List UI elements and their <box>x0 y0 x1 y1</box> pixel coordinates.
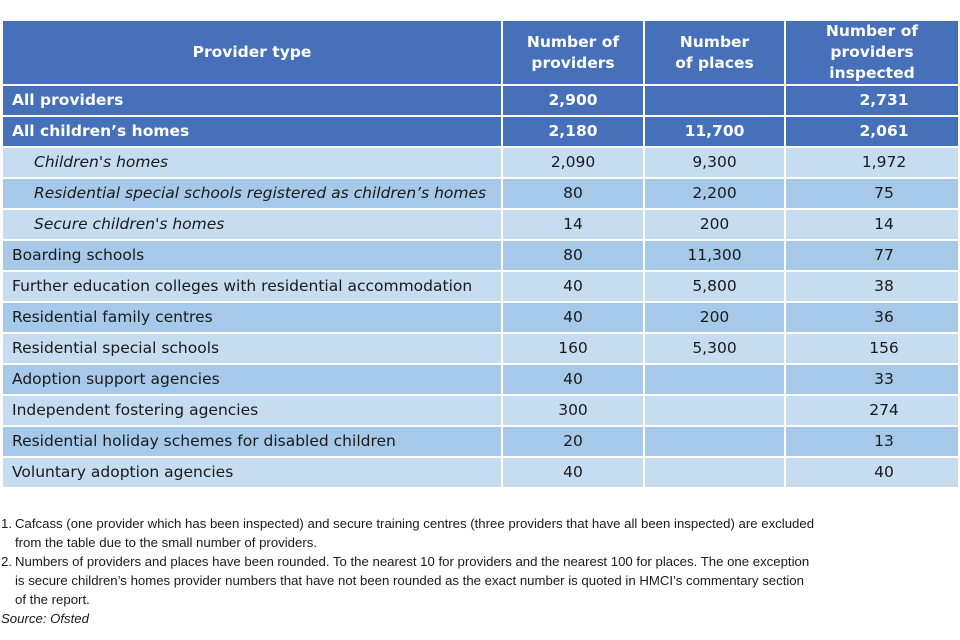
footnote-1 <box>1 514 951 552</box>
number-of-places-cell: 5,300 <box>644 333 785 364</box>
table-row <box>2 333 959 364</box>
number-of-providers-cell: 80 <box>502 240 644 271</box>
provider-type-cell: Secure children's homes <box>2 209 502 240</box>
provider-type-cell: Residential holiday schemes for disabled children <box>2 426 502 457</box>
number-of-providers-cell: 2,180 <box>502 116 644 147</box>
providers-inspected-cell: 33 <box>785 364 959 395</box>
provider-type-cell: Children's homes <box>2 147 502 178</box>
number-of-providers-cell: 2,090 <box>502 147 644 178</box>
number-of-providers-cell: 40 <box>502 364 644 395</box>
number-of-providers-cell: 14 <box>502 209 644 240</box>
table-row <box>2 116 959 147</box>
providers-inspected-cell: 38 <box>785 271 959 302</box>
footnote-text: Cafcass (one provider which has been inspected) and secure training centres (three providers that have all been inspected) are excluded from the table due to the small number of providers. <box>15 516 815 550</box>
footnote-2 <box>1 552 951 609</box>
providers-inspected-cell: 1,972 <box>785 147 959 178</box>
table-row <box>2 457 959 488</box>
number-of-providers-cell: 80 <box>502 178 644 209</box>
provider-type-cell: Adoption support agencies <box>2 364 502 395</box>
table-row <box>2 364 959 395</box>
footnotes <box>1 514 951 628</box>
footnote-text: Numbers of providers and places have been rounded. To the nearest 10 for providers and the nearest 100 for places. The one exception is secure children’s homes provider numbers that have not been rounded as the exact number is quoted in HMCI’s commentary section of the report. <box>15 554 810 607</box>
table-row <box>2 271 959 302</box>
providers-inspected-cell: 14 <box>785 209 959 240</box>
table-row <box>2 147 959 178</box>
table-row <box>2 209 959 240</box>
number-of-providers-cell: 20 <box>502 426 644 457</box>
provider-type-cell: Residential family centres <box>2 302 502 333</box>
providers-inspected-cell: 274 <box>785 395 959 426</box>
providers-inspected-cell: 36 <box>785 302 959 333</box>
table-row <box>2 395 959 426</box>
number-of-places-cell: 200 <box>644 302 785 333</box>
header-providers-inspected: Number of providers inspected <box>785 20 959 85</box>
header-provider-type: Provider type <box>2 20 502 85</box>
table-row <box>2 240 959 271</box>
provider-type-cell: Independent fostering agencies <box>2 395 502 426</box>
number-of-providers-cell: 300 <box>502 395 644 426</box>
number-of-providers-cell: 2,900 <box>502 85 644 116</box>
providers-inspected-cell: 40 <box>785 457 959 488</box>
number-of-providers-cell: 160 <box>502 333 644 364</box>
table-header <box>2 20 959 85</box>
table-row <box>2 85 959 116</box>
number-of-places-cell: 9,300 <box>644 147 785 178</box>
number-of-places-cell: 2,200 <box>644 178 785 209</box>
provider-type-cell: Residential special schools <box>2 333 502 364</box>
number-of-places-cell <box>644 85 785 116</box>
number-of-providers-cell: 40 <box>502 271 644 302</box>
table-row <box>2 302 959 333</box>
header-number-of-providers: Number of providers <box>502 20 644 85</box>
table-row <box>2 178 959 209</box>
provider-type-cell: Voluntary adoption agencies <box>2 457 502 488</box>
table-body <box>2 85 959 488</box>
providers-inspected-cell: 2,731 <box>785 85 959 116</box>
number-of-providers-cell: 40 <box>502 457 644 488</box>
providers-inspected-cell: 2,061 <box>785 116 959 147</box>
footnote-index: 2. <box>1 554 12 569</box>
number-of-places-cell <box>644 395 785 426</box>
footnote-index: 1. <box>1 516 12 531</box>
number-of-places-cell <box>644 426 785 457</box>
provider-type-cell: All children’s homes <box>2 116 502 147</box>
number-of-places-cell: 200 <box>644 209 785 240</box>
providers-inspected-cell: 77 <box>785 240 959 271</box>
number-of-providers-cell: 40 <box>502 302 644 333</box>
number-of-places-cell <box>644 457 785 488</box>
number-of-places-cell: 11,300 <box>644 240 785 271</box>
number-of-places-cell: 11,700 <box>644 116 785 147</box>
number-of-places-cell: 5,800 <box>644 271 785 302</box>
providers-table <box>1 19 960 489</box>
header-number-of-places: Number of places <box>644 20 785 85</box>
providers-inspected-cell: 75 <box>785 178 959 209</box>
provider-type-cell: Further education colleges with residential accommodation <box>2 271 502 302</box>
table-row <box>2 426 959 457</box>
providers-inspected-cell: 13 <box>785 426 959 457</box>
provider-type-cell: Residential special schools registered as children’s homes <box>2 178 502 209</box>
providers-inspected-cell: 156 <box>785 333 959 364</box>
provider-type-cell: Boarding schools <box>2 240 502 271</box>
number-of-places-cell <box>644 364 785 395</box>
provider-type-cell: All providers <box>2 85 502 116</box>
source-note: Source: Ofsted <box>1 611 89 626</box>
